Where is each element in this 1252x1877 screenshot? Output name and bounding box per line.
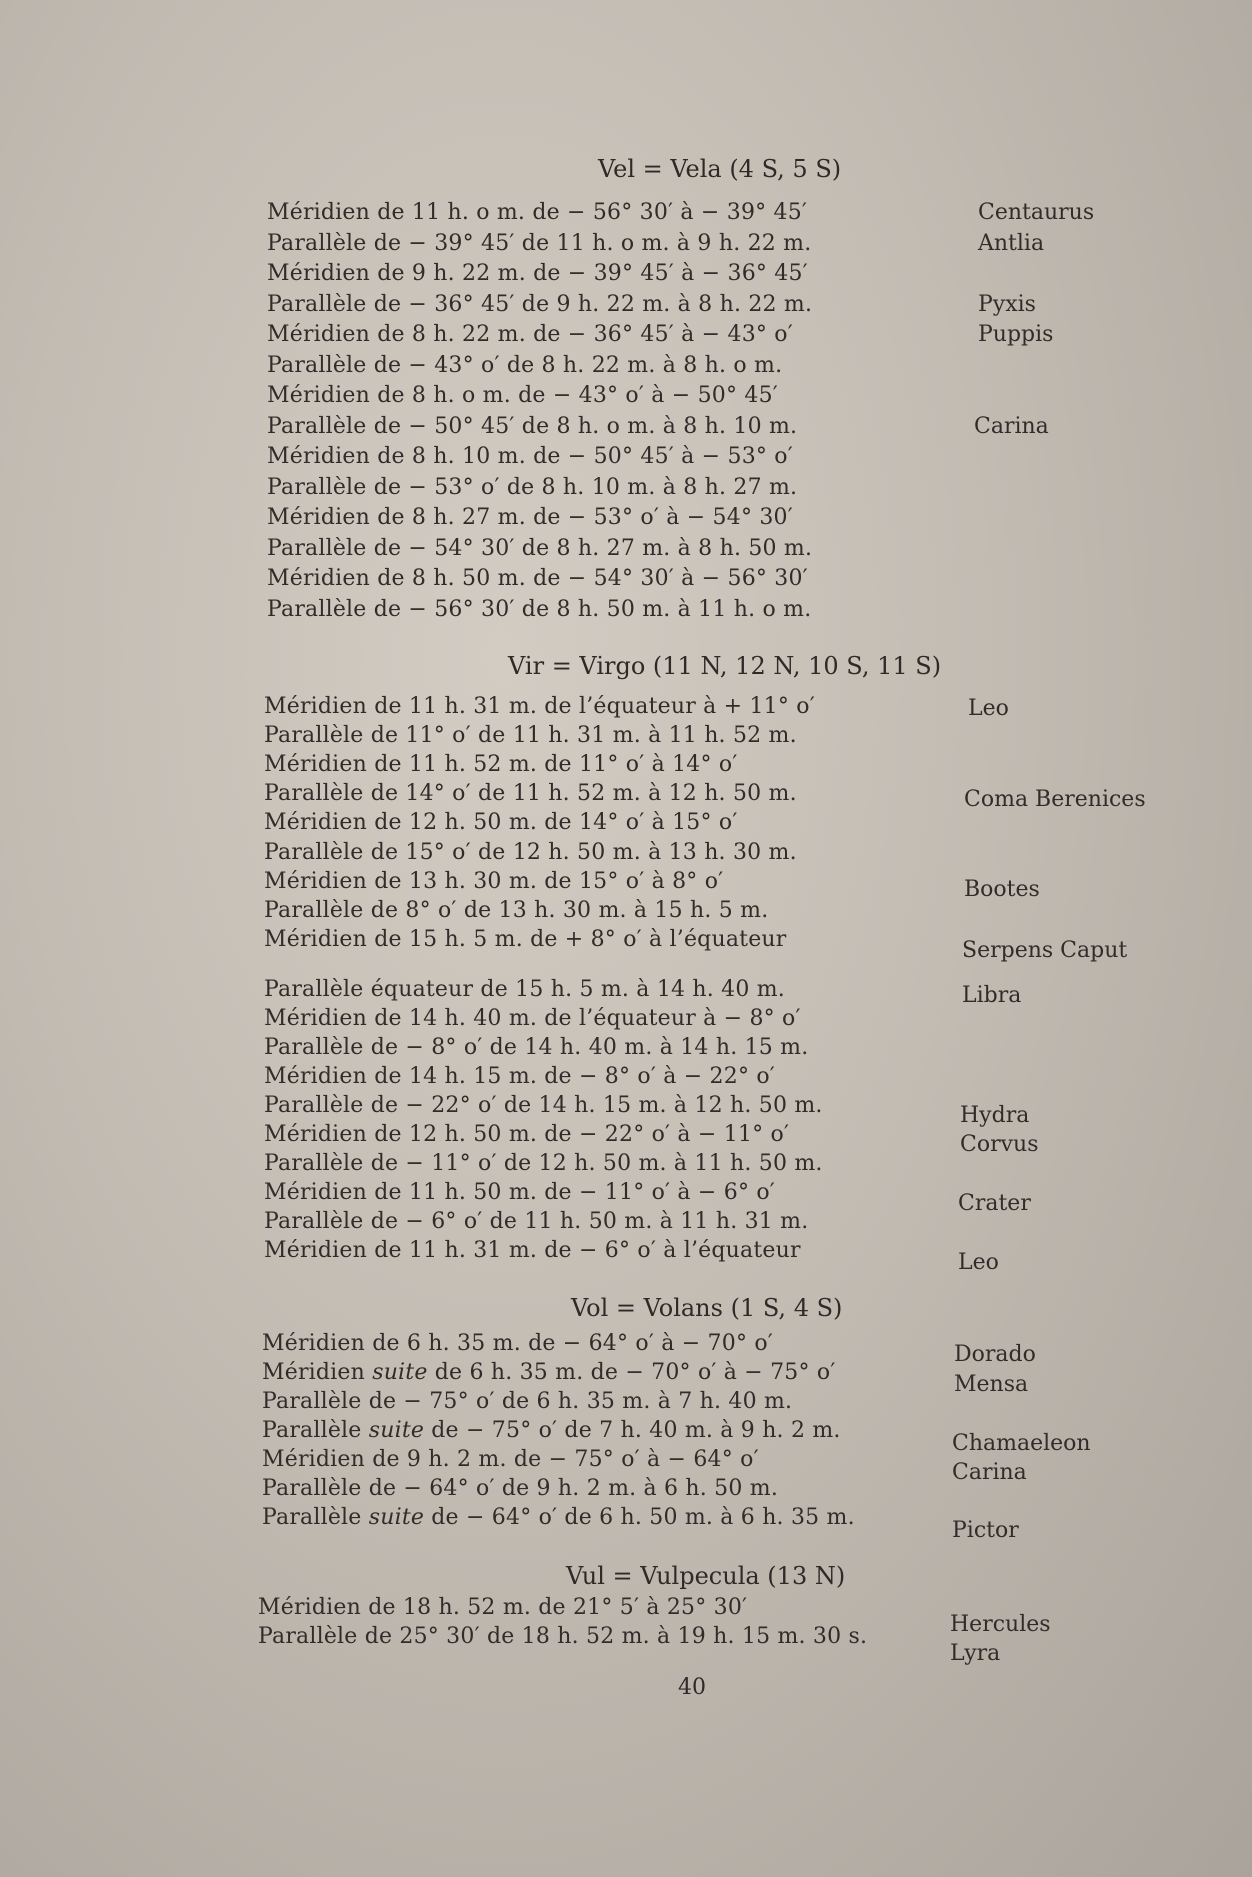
- neighbor-constellation: Dorado: [954, 1342, 1036, 1367]
- neighbor-constellation: Crater: [958, 1191, 1031, 1216]
- line-suffix: de − 75° o′ de 7 h. 40 m. à 9 h. 2 m.: [424, 1418, 841, 1443]
- boundary-line: Parallèle équateur de 15 h. 5 m. à 14 h. 40 m.: [264, 977, 786, 1002]
- boundary-line: Méridien de 9 h. 22 m. de − 39° 45′ à − 36° 45′: [267, 261, 808, 286]
- boundary-line: Parallèle de 11° o′ de 11 h. 31 m. à 11 h. 52 m.: [264, 723, 797, 748]
- neighbor-constellation: Chamaeleon: [952, 1431, 1091, 1456]
- page-number: 40: [678, 1675, 706, 1700]
- boundary-line: Méridien de 8 h. 27 m. de − 53° o′ à − 54° 30′: [267, 505, 793, 530]
- suite-italic: suite: [372, 1360, 428, 1385]
- section-title-volans: Vol = Volans (1 S, 4 S): [571, 1294, 843, 1322]
- boundary-line: Parallèle de − 56° 30′ de 8 h. 50 m. à 11 h. o m.: [267, 597, 812, 622]
- boundary-line: Parallèle de − 8° o′ de 14 h. 40 m. à 14 h. 15 m.: [264, 1035, 809, 1060]
- neighbor-constellation: Libra: [962, 983, 1022, 1008]
- section-title-virgo: Vir = Virgo (11 N, 12 N, 10 S, 11 S): [508, 652, 942, 680]
- boundary-line: Parallèle de − 36° 45′ de 9 h. 22 m. à 8 h. 22 m.: [267, 292, 813, 317]
- boundary-line: Parallèle de 8° o′ de 13 h. 30 m. à 15 h. 5 m.: [264, 898, 769, 923]
- suite-italic: suite: [368, 1505, 425, 1530]
- neighbor-constellation: Pictor: [952, 1518, 1019, 1543]
- line-prefix: Parallèle: [262, 1418, 369, 1443]
- boundary-line: Parallèle de − 54° 30′ de 8 h. 27 m. à 8 h. 50 m.: [267, 536, 813, 561]
- boundary-line: Parallèle de − 6° o′ de 11 h. 50 m. à 11 h. 31 m.: [264, 1209, 809, 1234]
- boundary-line: Parallèle de − 50° 45′ de 8 h. o m. à 8 h. 10 m.: [267, 414, 798, 439]
- boundary-line: Méridien de 9 h. 2 m. de − 75° o′ à − 64° o′: [262, 1447, 759, 1472]
- boundary-line: Parallèle de − 75° o′ de 6 h. 35 m. à 7 h. 40 m.: [262, 1389, 793, 1414]
- boundary-line: Méridien de 12 h. 50 m. de 14° o′ à 15° o′: [264, 810, 738, 835]
- neighbor-constellation: Serpens Caput: [962, 938, 1128, 963]
- neighbor-constellation: Pyxis: [978, 292, 1036, 317]
- boundary-line: [262, 1360, 836, 1385]
- boundary-line: Méridien de 11 h. 31 m. de l’équateur à + 11° o′: [264, 694, 815, 719]
- boundary-line: Méridien de 14 h. 15 m. de − 8° o′ à − 22° o′: [264, 1064, 775, 1089]
- boundary-line: Méridien de 14 h. 40 m. de l’équateur à − 8° o′: [264, 1006, 801, 1031]
- boundary-line: Méridien de 6 h. 35 m. de − 64° o′ à − 70° o′: [262, 1331, 773, 1356]
- boundary-line: Parallèle de − 64° o′ de 9 h. 2 m. à 6 h. 50 m.: [262, 1476, 779, 1501]
- boundary-line: Parallèle de − 53° o′ de 8 h. 10 m. à 8 h. 27 m.: [267, 475, 798, 500]
- neighbor-constellation: Coma Berenices: [964, 787, 1146, 812]
- line-suffix: de − 64° o′ de 6 h. 50 m. à 6 h. 35 m.: [424, 1505, 855, 1530]
- boundary-line: Parallèle de − 11° o′ de 12 h. 50 m. à 11 h. 50 m.: [264, 1151, 823, 1176]
- boundary-line: Méridien de 11 h. 50 m. de − 11° o′ à − 6° o′: [264, 1180, 775, 1205]
- neighbor-constellation: Leo: [958, 1250, 999, 1275]
- boundary-line: Parallèle de − 22° o′ de 14 h. 15 m. à 12 h. 50 m.: [264, 1093, 823, 1118]
- neighbor-constellation: Puppis: [978, 322, 1054, 347]
- boundary-line: Méridien de 11 h. 31 m. de − 6° o′ à l’équateur: [264, 1238, 801, 1263]
- boundary-line: Parallèle de 15° o′ de 12 h. 50 m. à 13 h. 30 m.: [264, 840, 797, 865]
- neighbor-constellation: Carina: [952, 1460, 1027, 1485]
- line-suffix: de 6 h. 35 m. de − 70° o′ à − 75° o′: [427, 1360, 836, 1385]
- section-title-vela: Vel = Vela (4 S, 5 S): [598, 155, 842, 183]
- neighbor-constellation: Lyra: [950, 1641, 1001, 1666]
- neighbor-constellation: Bootes: [964, 877, 1040, 902]
- neighbor-constellation: Leo: [968, 696, 1009, 721]
- boundary-line: Parallèle de − 39° 45′ de 11 h. o m. à 9 h. 22 m.: [267, 231, 812, 256]
- boundary-line: Méridien de 11 h. o m. de − 56° 30′ à − 39° 45′: [267, 200, 808, 225]
- line-prefix: Parallèle: [262, 1505, 369, 1530]
- boundary-line: Parallèle de 25° 30′ de 18 h. 52 m. à 19 h. 15 m. 30 s.: [258, 1624, 868, 1649]
- neighbor-constellation: Centaurus: [978, 200, 1095, 225]
- neighbor-constellation: Corvus: [960, 1132, 1039, 1157]
- boundary-line: Parallèle de − 43° o′ de 8 h. 22 m. à 8 h. o m.: [267, 353, 783, 378]
- boundary-line: Méridien de 8 h. 22 m. de − 36° 45′ à − 43° o′: [267, 322, 793, 347]
- boundary-line: Méridien de 8 h. 10 m. de − 50° 45′ à − 53° o′: [267, 444, 793, 469]
- boundary-line: Méridien de 8 h. o m. de − 43° o′ à − 50° 45′: [267, 383, 778, 408]
- boundary-line: Méridien de 11 h. 52 m. de 11° o′ à 14° o′: [264, 752, 738, 777]
- boundary-line: Parallèle de 14° o′ de 11 h. 52 m. à 12 h. 50 m.: [264, 781, 797, 806]
- neighbor-constellation: Hercules: [950, 1612, 1051, 1637]
- neighbor-constellation: Carina: [974, 414, 1049, 439]
- neighbor-constellation: Antlia: [978, 231, 1045, 256]
- boundary-line: Méridien de 8 h. 50 m. de − 54° 30′ à − 56° 30′: [267, 566, 808, 591]
- suite-italic: suite: [368, 1418, 425, 1443]
- boundary-line: Méridien de 18 h. 52 m. de 21° 5′ à 25° 30′: [258, 1595, 748, 1620]
- boundary-line: Méridien de 15 h. 5 m. de + 8° o′ à l’équateur: [264, 927, 787, 952]
- boundary-line: Méridien de 13 h. 30 m. de 15° o′ à 8° o′: [264, 869, 724, 894]
- line-prefix: Méridien: [262, 1360, 373, 1385]
- boundary-line: Méridien de 12 h. 50 m. de − 22° o′ à − 11° o′: [264, 1122, 790, 1147]
- neighbor-constellation: Mensa: [954, 1372, 1029, 1397]
- boundary-line: [262, 1418, 841, 1443]
- section-title-vulpecula: Vul = Vulpecula (13 N): [566, 1562, 846, 1590]
- neighbor-constellation: Hydra: [960, 1103, 1030, 1128]
- boundary-line: [262, 1505, 855, 1530]
